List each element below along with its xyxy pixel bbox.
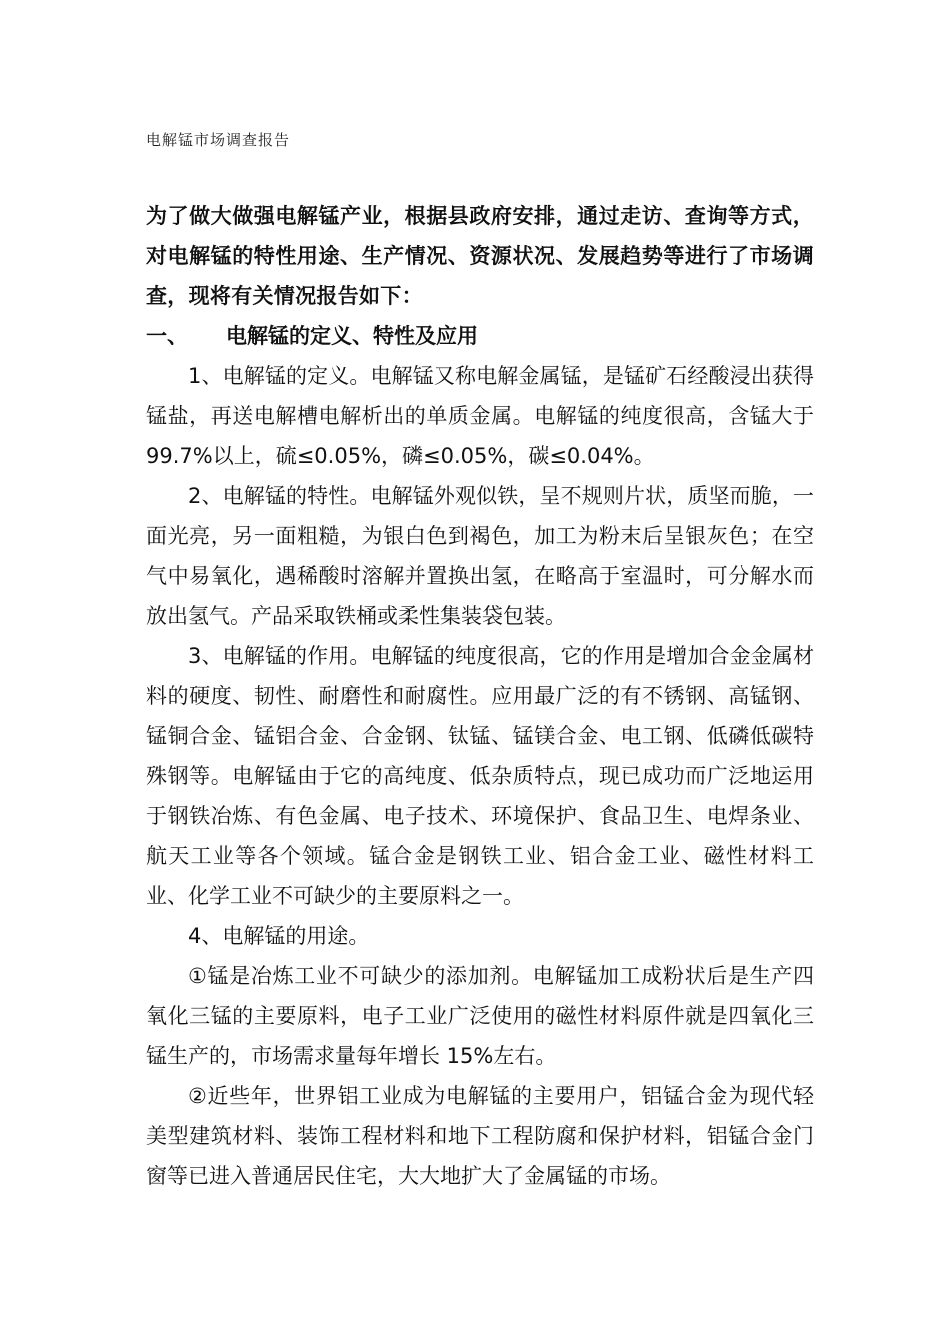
section-heading: [146, 316, 814, 356]
document-header: 电解锰市场调查报告: [146, 131, 291, 149]
paragraph-uses-heading: 4、电解锰的用途。: [188, 924, 370, 948]
paragraph-use-2: ②近些年，世界铝工业成为电解锰的主要用户，铝锰合金为现代轻美型建筑材料、装饰工程材料和地下工程防腐和保护材料，铝锰合金门窗等已进入普通居民住宅，大大地扩大了金属锰的市场。: [146, 1084, 814, 1188]
document-body: [146, 196, 814, 1196]
section-number: 一、: [146, 324, 188, 348]
paragraph-definition: 1、电解锰的定义。电解锰又称电解金属锰，是锰矿石经酸浸出获得锰盐，再送电解槽电解析出的单质金属。电解锰的纯度很高，含锰大于 99.7%以上，硫≤0.05%，磷≤0.05%，碳≤0.04%。: [146, 364, 814, 468]
section-title: 电解锰的定义、特性及应用: [226, 324, 478, 348]
paragraph-properties: 2、电解锰的特性。电解锰外观似铁，呈不规则片状，质坚而脆，一面光亮，另一面粗糙，为银白色到褐色，加工为粉末后呈银灰色；在空气中易氧化，遇稀酸时溶解并置换出氢，在略高于室温时，可分解水而放出氢气。产品采取铁桶或柔性集装袋包装。: [146, 484, 814, 628]
intro-paragraph: 为了做大做强电解锰产业，根据县政府安排，通过走访、查询等方式，对电解锰的特性用途、生产情况、资源状况、发展趋势等进行了市场调查，现将有关情况报告如下：: [146, 204, 814, 308]
paragraph-use-1: ①锰是冶炼工业不可缺少的添加剂。电解锰加工成粉状后是生产四氧化三锰的主要原料，电子工业广泛使用的磁性材料原件就是四氧化三锰生产的，市场需求量每年增长 15%左右。: [146, 964, 814, 1068]
paragraph-function: 3、电解锰的作用。电解锰的纯度很高，它的作用是增加合金金属材料的硬度、韧性、耐磨性和耐腐性。应用最广泛的有不锈钢、高锰钢、锰铜合金、锰铝合金、合金钢、钛锰、锰镁合金、电工钢、低磷低碳特殊钢等。电解锰由于它的高纯度、低杂质特点，现已成功而广泛地运用于钢铁冶炼、有色金属、电子技术、环境保护、食品卫生、电焊条业、航天工业等各个领域。锰合金是钢铁工业、铝合金工业、磁性材料工业、化学工业不可缺少的主要原料之一。: [146, 644, 814, 908]
